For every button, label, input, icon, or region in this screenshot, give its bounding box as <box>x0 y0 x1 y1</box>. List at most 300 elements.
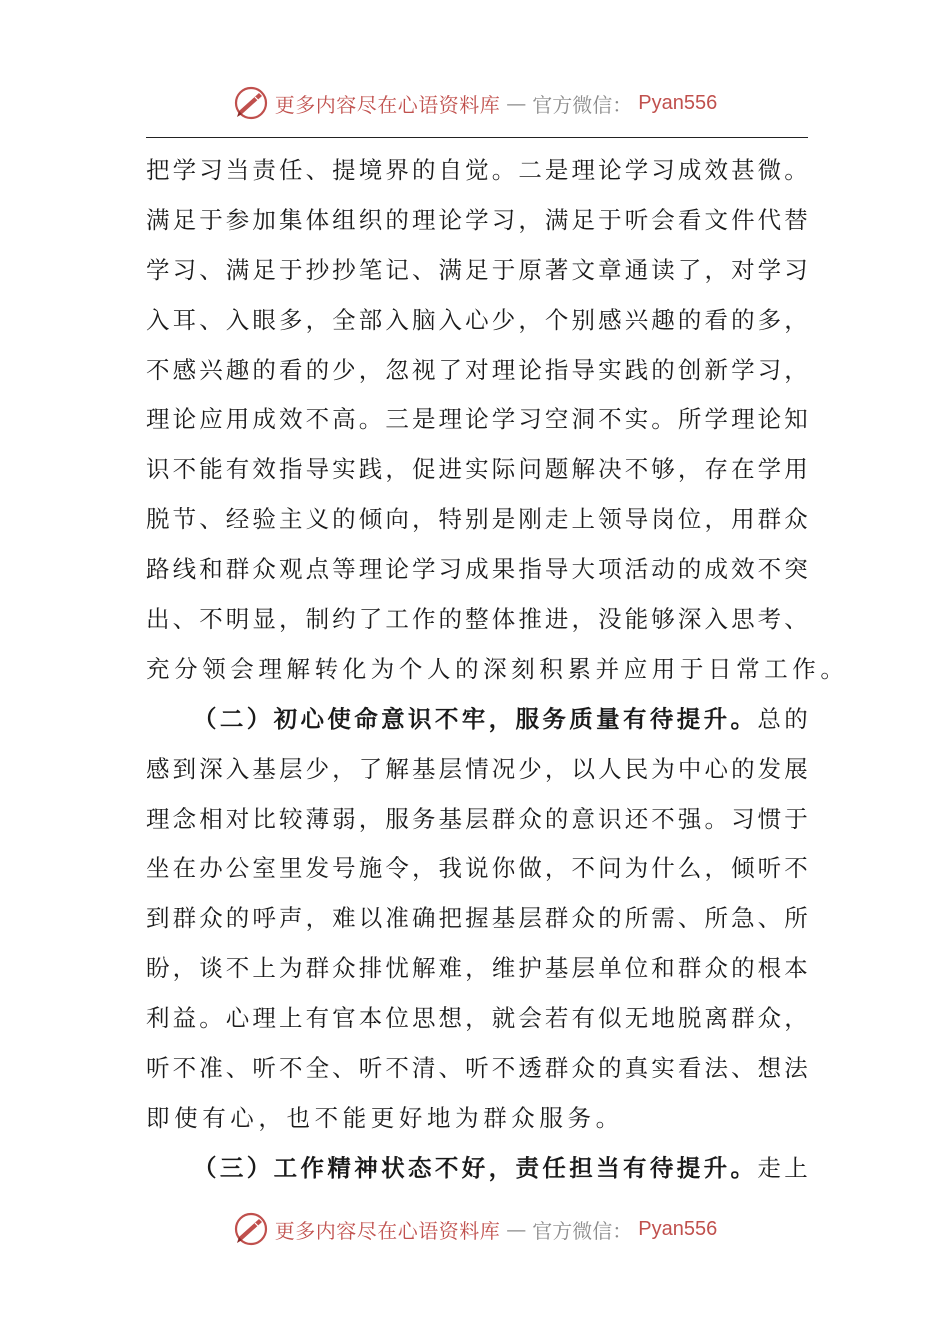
heading-char: 牢 <box>461 704 486 733</box>
body-line <box>146 844 808 894</box>
body-char: 知 <box>784 405 808 434</box>
body-char: 办 <box>199 854 223 883</box>
body-char: 需 <box>651 904 675 933</box>
body-char: 果 <box>491 555 516 584</box>
body-char: 公 <box>225 854 250 883</box>
body-char: 少 <box>332 355 356 384</box>
body-char: ， <box>358 804 383 833</box>
body-char: 、 <box>332 1054 356 1083</box>
body-char: ， <box>704 854 728 883</box>
body-char: 刚 <box>518 505 542 534</box>
body-char: 成 <box>704 555 728 584</box>
body-char: 群 <box>544 904 569 933</box>
body-char: 、 <box>757 904 782 933</box>
body-char: 护 <box>518 954 542 983</box>
body-char: 到 <box>172 754 197 783</box>
body-char: 满 <box>225 255 250 284</box>
body-char: 不 <box>598 405 622 434</box>
body-char: 单 <box>598 954 622 983</box>
body-char: 人 <box>598 754 622 783</box>
body-char: 题 <box>544 455 569 484</box>
body-char: 声 <box>278 904 303 933</box>
heading-char: 升 <box>703 1153 728 1182</box>
heading-char: 作 <box>300 1153 324 1182</box>
heading-char: 。 <box>730 704 754 733</box>
body-char: 惯 <box>757 804 782 833</box>
body-char: 成 <box>465 555 489 584</box>
heading-char: 提 <box>676 1153 701 1182</box>
body-char: 进 <box>544 605 569 634</box>
document-body <box>146 146 849 1194</box>
body-char: 习 <box>784 255 808 284</box>
body-char: 听 <box>624 205 649 234</box>
body-char: 想 <box>438 1004 463 1033</box>
body-char: 效 <box>731 555 755 584</box>
body-char: ， <box>465 954 489 983</box>
body-char: 不 <box>305 405 330 434</box>
body-char: 在 <box>172 854 197 883</box>
body-char: ， <box>385 455 409 484</box>
body-char: 基 <box>411 754 436 783</box>
body-char: 导 <box>305 455 330 484</box>
body-char: 不 <box>571 854 595 883</box>
body-char: ， <box>784 305 808 334</box>
body-char: 理 <box>571 156 595 184</box>
body-char: 效 <box>278 405 303 434</box>
body-char: 号 <box>332 854 356 883</box>
body-char: 耳 <box>172 305 197 334</box>
body-char: ， <box>172 954 197 983</box>
body-char: 感 <box>172 355 197 384</box>
body-char: 替 <box>784 205 808 234</box>
body-char: 对 <box>465 355 489 384</box>
body-char: 指 <box>544 355 569 384</box>
body-char: 的 <box>731 754 755 783</box>
body-char: 群 <box>491 804 516 833</box>
body-char: 、 <box>172 605 197 634</box>
heading-char: 服 <box>515 704 539 733</box>
body-char: 点 <box>305 555 330 584</box>
body-char: 加 <box>252 205 276 234</box>
body-char: 若 <box>544 1004 569 1033</box>
body-char: 的 <box>332 505 356 534</box>
body-char: 特 <box>438 505 463 534</box>
body-char: 参 <box>225 205 250 234</box>
body-char: 思 <box>731 605 755 634</box>
body-char: 验 <box>252 505 276 534</box>
body-char: 不 <box>651 804 675 833</box>
body-char: 不 <box>385 1054 409 1083</box>
body-char: 能 <box>199 455 223 484</box>
body-char: 理 <box>438 405 463 434</box>
body-char: 视 <box>411 355 436 384</box>
body-char: 足 <box>571 205 595 234</box>
body-char: 似 <box>598 1004 622 1033</box>
body-char: 听 <box>146 1054 170 1083</box>
body-char: 少 <box>491 305 516 334</box>
body-char: 所 <box>784 904 808 933</box>
body-char: 别 <box>465 505 489 534</box>
body-char: 听 <box>465 1054 489 1083</box>
body-char: 不 <box>624 455 649 484</box>
body-char: 令 <box>385 854 409 883</box>
body-char: 发 <box>305 854 330 883</box>
body-char: 观 <box>278 555 303 584</box>
body-char: 的 <box>252 355 276 384</box>
body-char: 以 <box>358 904 383 933</box>
body-char: 基 <box>252 754 276 783</box>
heading-char: 初 <box>273 704 298 733</box>
body-char: 甚 <box>731 156 755 184</box>
body-char: 众 <box>704 954 728 983</box>
heading-char: ， <box>488 704 513 733</box>
body-char: 、 <box>438 1054 463 1083</box>
body-char: 会 <box>518 1004 542 1033</box>
body-char: 把 <box>438 904 463 933</box>
body-char: 就 <box>491 1004 516 1033</box>
body-char: 感 <box>598 305 622 334</box>
body-line-text: 即使有心，也不能更好地为群众服务。 <box>146 1103 624 1132</box>
body-char: 学 <box>465 205 489 234</box>
body-char: 倾 <box>731 854 755 883</box>
body-char: 高 <box>332 405 356 434</box>
body-char: 倾 <box>358 505 383 534</box>
body-char: 导 <box>624 505 649 534</box>
heading-char: ） <box>246 704 271 733</box>
body-line <box>146 745 808 795</box>
body-char: 的 <box>544 804 569 833</box>
body-char: 群 <box>172 904 197 933</box>
body-char: 盼 <box>146 954 170 983</box>
body-char: 境 <box>358 156 383 184</box>
body-char: 难 <box>438 954 463 983</box>
body-char: 自 <box>438 156 463 184</box>
body-char: 。 <box>358 405 383 434</box>
body-char: 你 <box>491 854 516 883</box>
body-char: 相 <box>199 804 223 833</box>
body-char: 服 <box>385 804 409 833</box>
body-char: 我 <box>438 854 463 883</box>
body-char: 织 <box>358 205 383 234</box>
body-char: 论 <box>385 555 409 584</box>
body-char: 少 <box>305 754 330 783</box>
heading-char: 量 <box>596 704 620 733</box>
body-char: 学 <box>172 156 197 184</box>
body-char: 无 <box>624 1004 649 1033</box>
body-line <box>146 395 808 445</box>
body-char: 感 <box>146 754 170 783</box>
heading-char: 担 <box>569 1153 593 1182</box>
body-char: 理 <box>146 405 170 434</box>
body-char: 层 <box>518 904 542 933</box>
heading-char: 好 <box>461 1153 486 1182</box>
body-char: ， <box>305 305 330 334</box>
body-char: 用 <box>225 405 250 434</box>
body-char: 利 <box>146 1004 170 1033</box>
body-char: 展 <box>784 754 808 783</box>
body-char: 是 <box>544 156 569 184</box>
body-char: 体 <box>491 605 516 634</box>
body-char: 念 <box>172 804 197 833</box>
body-char: 况 <box>491 754 516 783</box>
heading-char: 升 <box>703 704 728 733</box>
body-char: 空 <box>544 405 569 434</box>
footer-separator: — <box>506 1217 527 1241</box>
heading-char: （ <box>193 1153 217 1182</box>
body-char: 益 <box>172 1004 197 1033</box>
body-char: 中 <box>677 754 702 783</box>
body-char: 有 <box>571 1004 595 1033</box>
body-char: 入 <box>704 605 728 634</box>
body-char: 忽 <box>385 355 409 384</box>
body-char: 弱 <box>332 804 356 833</box>
body-char: 的 <box>598 1054 622 1083</box>
body-char: 节 <box>172 505 197 534</box>
heading-char: 质 <box>569 704 593 733</box>
body-char: ， <box>704 505 728 534</box>
body-char: 进 <box>438 455 463 484</box>
heading-char: 心 <box>300 704 324 733</box>
body-char: 室 <box>252 854 276 883</box>
body-char: 不 <box>199 605 223 634</box>
body-char: 坐 <box>146 854 170 883</box>
body-char: 践 <box>358 455 383 484</box>
heading-char: 务 <box>542 704 566 733</box>
body-char: 提 <box>332 156 356 184</box>
body-line <box>146 1144 808 1194</box>
body-char: 的 <box>731 954 755 983</box>
body-char: 用 <box>731 505 755 534</box>
body-char: 呼 <box>252 904 276 933</box>
body-char: 、 <box>305 156 330 184</box>
body-char: 层 <box>438 754 463 783</box>
body-char: 会 <box>651 205 675 234</box>
heading-char: 当 <box>596 1153 620 1182</box>
body-char: 群 <box>305 954 330 983</box>
body-char: 理 <box>411 205 436 234</box>
body-char: 不 <box>225 954 250 983</box>
body-char: 群 <box>731 1004 755 1033</box>
body-char: 众 <box>252 555 276 584</box>
body-char: 入 <box>385 305 409 334</box>
body-char: 地 <box>651 1004 675 1033</box>
body-char: 还 <box>624 804 649 833</box>
body-char: 于 <box>784 804 808 833</box>
body-char: 是 <box>491 505 516 534</box>
heading-char: 任 <box>542 1153 566 1182</box>
body-char: ， <box>704 255 728 284</box>
body-char: 么 <box>677 854 702 883</box>
body-char: 务 <box>411 804 436 833</box>
body-char: 实 <box>598 355 622 384</box>
body-char: 兴 <box>624 305 649 334</box>
body-char: 整 <box>465 605 489 634</box>
body-char: 了 <box>358 754 383 783</box>
body-char: 位 <box>385 1004 409 1033</box>
body-char: 线 <box>172 555 197 584</box>
body-char: 的 <box>385 205 409 234</box>
body-char: 新 <box>704 355 728 384</box>
body-char: 笔 <box>358 255 383 284</box>
body-char: 入 <box>146 305 170 334</box>
body-char: 少 <box>518 754 542 783</box>
body-char: 了 <box>438 355 463 384</box>
body-char: 领 <box>598 505 622 534</box>
body-char: 。 <box>491 156 516 184</box>
heading-char: ） <box>246 1153 271 1182</box>
body-char: 看 <box>278 355 303 384</box>
body-char: 、 <box>784 605 808 634</box>
body-char: 急 <box>731 904 755 933</box>
body-char: 入 <box>438 305 463 334</box>
body-char: 群 <box>225 555 250 584</box>
body-char: 活 <box>624 555 649 584</box>
body-line <box>146 296 808 346</box>
body-char: 不 <box>491 1054 516 1083</box>
body-char: 所 <box>704 904 728 933</box>
body-char: 等 <box>332 555 356 584</box>
heading-char: 命 <box>354 704 378 733</box>
body-char: 作 <box>411 605 436 634</box>
body-char: 实 <box>624 405 649 434</box>
body-char: 够 <box>651 605 675 634</box>
body-char: 论 <box>465 405 489 434</box>
body-char: ， <box>544 854 569 883</box>
heading-char: 不 <box>434 704 459 733</box>
body-char: ， <box>518 205 542 234</box>
heading-char: 有 <box>623 704 647 733</box>
body-char: 的 <box>411 156 436 184</box>
heading-char: 意 <box>381 704 405 733</box>
body-char: 当 <box>225 156 250 184</box>
body-char: 习 <box>172 255 197 284</box>
body-char: 文 <box>704 205 728 234</box>
body-char: 问 <box>518 455 542 484</box>
body-char: ， <box>544 754 569 783</box>
body-char: 习 <box>651 156 675 184</box>
body-line <box>146 645 849 695</box>
body-char: 满 <box>544 205 569 234</box>
body-char: 。 <box>199 1004 223 1033</box>
body-char: 不 <box>172 455 197 484</box>
body-char: 实 <box>651 1054 675 1083</box>
body-char: 习 <box>518 405 542 434</box>
body-char: 抄 <box>305 255 330 284</box>
body-char: 走 <box>757 1153 781 1182</box>
body-char: ， <box>305 904 330 933</box>
body-char: ， <box>677 455 702 484</box>
body-char: 学 <box>704 405 728 434</box>
body-char: 在 <box>731 455 755 484</box>
body-char: 效 <box>704 156 728 184</box>
body-char: 习 <box>491 205 516 234</box>
body-char: 民 <box>624 754 649 783</box>
body-char: 听 <box>358 1054 383 1083</box>
body-char: 准 <box>199 1054 223 1083</box>
body-char: 应 <box>199 405 223 434</box>
body-char: 众 <box>332 954 356 983</box>
body-char: 导 <box>571 355 595 384</box>
body-char: 脱 <box>677 1004 702 1033</box>
body-char: 习 <box>757 355 782 384</box>
body-char: 上 <box>252 954 276 983</box>
body-char: 深 <box>677 605 702 634</box>
body-char: 的 <box>731 305 755 334</box>
body-char: 觉 <box>465 156 489 184</box>
heading-char: 识 <box>408 704 432 733</box>
body-char: 心 <box>704 754 728 783</box>
body-char: 眼 <box>252 305 276 334</box>
body-char: 学 <box>411 555 436 584</box>
body-char: 原 <box>518 255 542 284</box>
body-char: 向 <box>385 505 409 534</box>
body-char: 义 <box>305 505 330 534</box>
body-char: ， <box>411 505 436 534</box>
body-char: 官 <box>332 1004 356 1033</box>
body-char: 众 <box>518 804 542 833</box>
body-char: 说 <box>465 854 489 883</box>
body-char: 有 <box>225 455 250 484</box>
body-char: 于 <box>598 205 622 234</box>
footer-slogan: 更多内容尽在心语资料库 <box>274 1218 501 1243</box>
body-char: 突 <box>784 555 808 584</box>
body-char: 思 <box>411 1004 436 1033</box>
body-char: 的 <box>438 605 463 634</box>
body-char: 所 <box>624 904 649 933</box>
body-char: 以 <box>571 754 595 783</box>
body-char: 和 <box>651 954 675 983</box>
body-char: 三 <box>385 405 409 434</box>
body-char: 本 <box>784 954 808 983</box>
body-char: 把 <box>146 156 170 184</box>
body-char: 众 <box>784 505 808 534</box>
body-char: 趣 <box>225 355 250 384</box>
body-char: ， <box>278 605 303 634</box>
body-char: 、 <box>677 904 702 933</box>
body-char: 足 <box>252 255 276 284</box>
body-char: 的 <box>225 904 250 933</box>
body-char: 全 <box>332 305 356 334</box>
body-char: 通 <box>624 255 649 284</box>
body-char: 路 <box>146 555 170 584</box>
body-char: 显 <box>252 605 276 634</box>
body-char: 忧 <box>385 954 409 983</box>
body-char: 于 <box>199 205 223 234</box>
heading-char: 二 <box>219 704 244 733</box>
body-char: 做 <box>518 854 542 883</box>
body-char: 论 <box>438 205 463 234</box>
body-char: 的 <box>784 704 808 733</box>
body-char: 主 <box>278 505 303 534</box>
body-char: 里 <box>278 854 303 883</box>
body-line <box>146 246 808 296</box>
body-char: 想 <box>757 1054 782 1083</box>
body-char: 难 <box>332 904 356 933</box>
heading-char: ， <box>488 1153 513 1182</box>
heading-char: 有 <box>623 1153 647 1182</box>
body-char: 不 <box>757 555 782 584</box>
body-char: 学 <box>624 156 649 184</box>
body-char: 看 <box>704 305 728 334</box>
body-char: 较 <box>278 804 303 833</box>
body-char: 有 <box>305 1004 330 1033</box>
body-char: 脱 <box>146 505 170 534</box>
body-char: 走 <box>544 505 569 534</box>
body-char: 上 <box>784 1153 808 1182</box>
body-char: 不 <box>278 1054 303 1083</box>
body-char: 的 <box>677 305 702 334</box>
body-char: 和 <box>199 555 223 584</box>
